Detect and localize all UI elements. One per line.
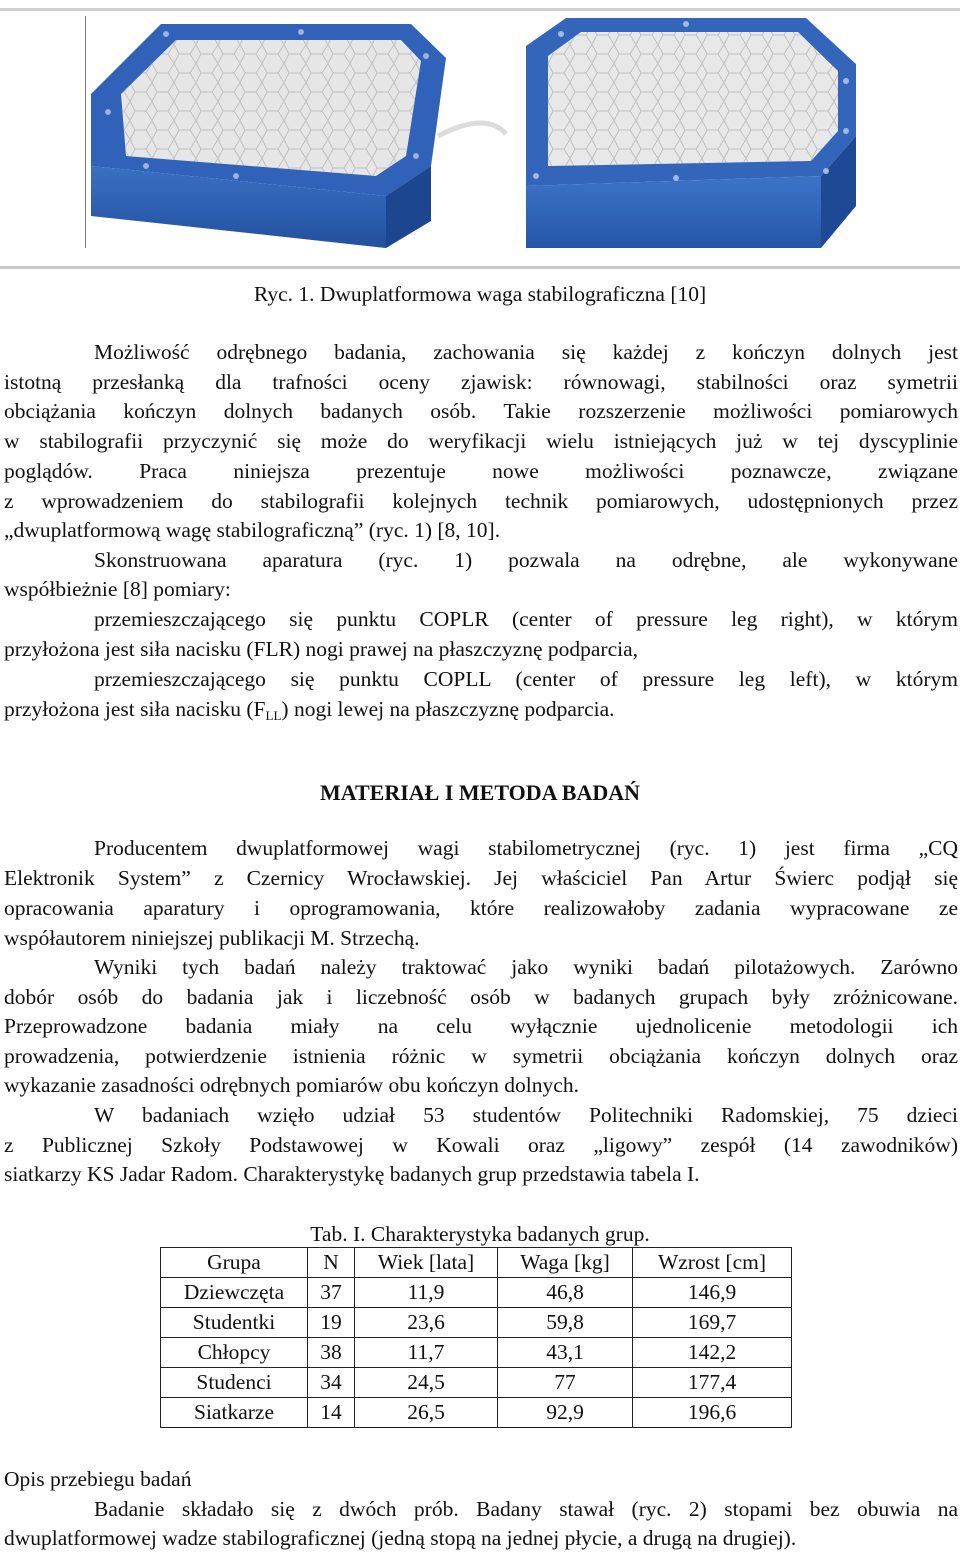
subscript: LL xyxy=(265,708,282,723)
paragraph-line: z Publicznej Szkoły Podstawowej w Kowali oraz „ligowy” zespół (14 zawodników) xyxy=(4,1133,958,1157)
table-cell: 169,7 xyxy=(633,1308,792,1338)
column-header: N xyxy=(308,1248,355,1278)
platform-illustration xyxy=(86,16,881,248)
paragraph-line: siatkarzy KS Jadar Radom. Charakterystykę badanych grup przedstawia tabela I. xyxy=(4,1162,700,1186)
paragraph-line: Badanie składało się z dwóch prób. Badany stawał (ryc. 2) stopami bez obuwia na xyxy=(94,1497,958,1521)
paragraph-line: Wyniki tych badań należy traktować jako wyniki badań pilotażowych. Zarówno xyxy=(94,955,958,979)
connecting-cable xyxy=(438,123,506,136)
table-cell: 177,4 xyxy=(633,1368,792,1398)
list-item-line: przemieszczającego się punktu COPLR (center of pressure leg right), w którym xyxy=(94,607,958,631)
subsection-heading: Opis przebiegu badań xyxy=(4,1467,192,1491)
table-cell: Studentki xyxy=(161,1308,308,1338)
table-cell: 37 xyxy=(308,1278,355,1308)
right-platform xyxy=(526,18,856,248)
table-cell: 77 xyxy=(498,1368,633,1398)
text-fragment: ) nogi lewej na płaszczyznę podparcia. xyxy=(281,697,615,721)
table-cell: 46,8 xyxy=(498,1278,633,1308)
paragraph-line: obciążania kończyn dolnych badanych osób. Takie rozszerzenie możliwości pomiarowych xyxy=(4,399,958,423)
left-platform xyxy=(91,24,446,248)
table-cell: 34 xyxy=(308,1368,355,1398)
paragraph-line: Możliwość odrębnego badania, zachowania się każdej z kończyn dolnych jest xyxy=(94,340,958,364)
table-cell: 92,9 xyxy=(498,1398,633,1428)
table-cell: 196,6 xyxy=(633,1398,792,1428)
table-row xyxy=(161,1308,792,1338)
paragraph-line: istotną przesłanką dla trafności oceny zjawisk: równowagi, stabilności oraz symetrii xyxy=(4,370,958,394)
figure-top-rule xyxy=(0,8,960,11)
list-item-line: przyłożona jest siła nacisku (FLR) nogi prawej na płaszczyznę podparcia, xyxy=(4,637,639,661)
list-item-line xyxy=(4,694,958,731)
table-cell: 11,7 xyxy=(355,1338,498,1368)
column-header: Wiek [lata] xyxy=(355,1248,498,1278)
table-header-row xyxy=(161,1248,792,1278)
table-cell: 142,2 xyxy=(633,1338,792,1368)
figure-bottom-rule xyxy=(0,266,960,269)
paragraph-line: prowadzenia, potwierdzenie istnienia różnic w symetrii obciążania kończyn dolnych oraz xyxy=(4,1044,958,1068)
table-cell: 24,5 xyxy=(355,1368,498,1398)
table-row xyxy=(161,1278,792,1308)
table-cell: 19 xyxy=(308,1308,355,1338)
table-cell: Dziewczęta xyxy=(161,1278,308,1308)
table-cell: 11,9 xyxy=(355,1278,498,1308)
paragraph-line: „dwuplatformową wagę stabilograficzną” (ryc. 1) [8, 10]. xyxy=(4,518,501,542)
paragraph-line: z wprowadzeniem do stabilografii kolejnych technik pomiarowych, udostępnionych przez xyxy=(4,489,958,513)
text-fragment: przyłożona jest siła nacisku (F xyxy=(4,697,266,721)
table-cell: 146,9 xyxy=(633,1278,792,1308)
table-row xyxy=(161,1368,792,1398)
paragraph-line: W badaniach wzięło udział 53 studentów Politechniki Radomskiej, 75 dzieci xyxy=(94,1103,958,1127)
table-cell: Siatkarze xyxy=(161,1398,308,1428)
paragraph-line: dwuplatformowej wadze stabilograficznej (jedną stopą na jednej płycie, a drugą na drugiej). xyxy=(4,1526,797,1550)
paragraph-line: Elektronik System” z Czernicy Wrocławskiej. Jej właściciel Pan Artur Świerc podjął się xyxy=(4,866,958,890)
list-item-line: przemieszczającego się punktu COPLL (center of pressure leg left), w którym xyxy=(94,667,958,691)
table-cell: 23,6 xyxy=(355,1308,498,1338)
paragraph-line: Skonstruowana aparatura (ryc. 1) pozwala na odrębne, ale wykonywane xyxy=(94,548,958,572)
paragraph-line: opracowania aparatury i oprogramowania, które realizowałoby zadania wypracowane ze xyxy=(4,896,958,920)
paragraph-line: Przeprowadzone badania miały na celu wyłącznie ujednolicenie metodologii ich xyxy=(4,1014,958,1038)
table-caption: Tab. I. Charakterystyka badanych grup. xyxy=(310,1222,650,1246)
table-cell: 14 xyxy=(308,1398,355,1428)
paragraph-line: poglądów. Praca niniejsza prezentuje nowe możliwości poznawcze, związane xyxy=(4,459,958,483)
paragraph-line: w stabilografii przyczynić się może do weryfikacji wielu istniejących już w tej dyscyplinie xyxy=(4,429,958,453)
table-row xyxy=(161,1338,792,1368)
table-cell: 26,5 xyxy=(355,1398,498,1428)
group-characteristics-table xyxy=(160,1247,792,1428)
column-header: Wzrost [cm] xyxy=(633,1248,792,1278)
table-cell: 59,8 xyxy=(498,1308,633,1338)
section-heading: MATERIAŁ I METODA BADAŃ xyxy=(319,780,641,805)
paragraph-line: współbieżnie [8] pomiary: xyxy=(4,577,231,601)
paragraph-line: współautorem niniejszej publikacji M. Strzechą. xyxy=(4,926,420,950)
paragraph-line: wykazanie zasadności odrębnych pomiarów obu kończyn dolnych. xyxy=(4,1073,579,1097)
figure-photo xyxy=(85,16,881,248)
table-row xyxy=(161,1398,792,1428)
figure-caption: Ryc. 1. Dwuplatformowa waga stabilograficzna [10] xyxy=(253,282,707,306)
table-cell: Studenci xyxy=(161,1368,308,1398)
column-header: Waga [kg] xyxy=(498,1248,633,1278)
paragraph-line: dobór osób do badania jak i liczebność osób w badanych grupach były zróżnicowane. xyxy=(4,985,958,1009)
table-cell: 43,1 xyxy=(498,1338,633,1368)
table-cell: 38 xyxy=(308,1338,355,1368)
column-header: Grupa xyxy=(161,1248,308,1278)
paragraph-line: Producentem dwuplatformowej wagi stabilometrycznej (ryc. 1) jest firma „CQ xyxy=(94,836,958,860)
table-cell: Chłopcy xyxy=(161,1338,308,1368)
